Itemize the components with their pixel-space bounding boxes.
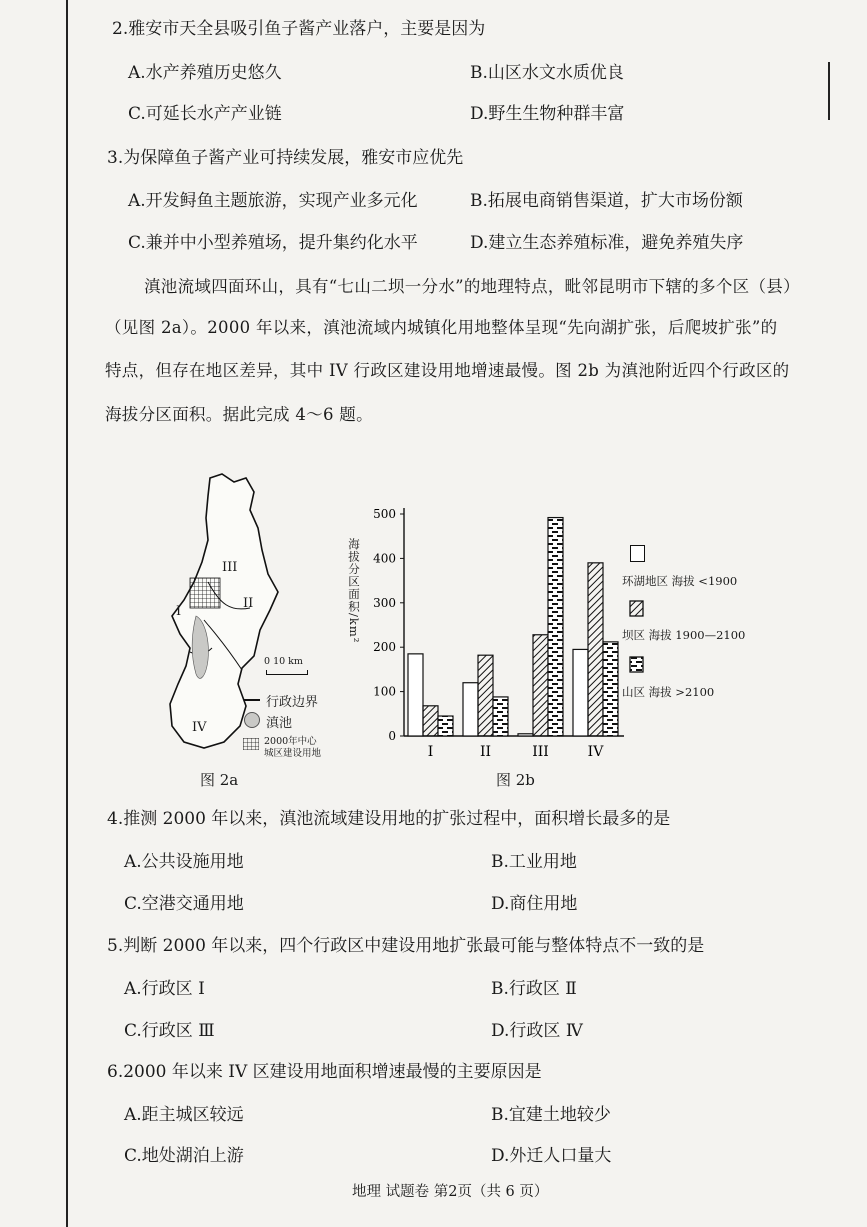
page-footer: 地理 试题卷 第2页（共 6 页） bbox=[352, 1184, 549, 1200]
left-edge-line bbox=[66, 0, 68, 1227]
bar-3-1 bbox=[518, 734, 533, 736]
legend-boundary-swatch bbox=[244, 699, 260, 701]
bar-1-1 bbox=[408, 654, 423, 736]
figure-2a-caption: 图 2a bbox=[200, 771, 239, 789]
x-tick-label: III bbox=[532, 744, 549, 760]
q6-option-a[interactable]: A.距主城区较远 bbox=[124, 1105, 244, 1125]
legend-built-swatch bbox=[243, 738, 259, 750]
q2-option-b[interactable]: B.山区水文水质优良 bbox=[470, 63, 624, 83]
q4-option-b[interactable]: B.工业用地 bbox=[491, 852, 577, 872]
y-tick-label: 300 bbox=[373, 595, 396, 610]
q2-option-c[interactable]: C.可延长水产产业链 bbox=[128, 104, 282, 124]
legend-series-2-swatch bbox=[629, 600, 645, 617]
x-tick-label: IV bbox=[587, 744, 604, 760]
y-tick-label: 500 bbox=[373, 507, 396, 521]
right-edge-line bbox=[828, 62, 830, 120]
q3-stem: 3.为保障鱼子酱产业可持续发展，雅安市应优先 bbox=[107, 148, 464, 168]
y-tick-label: 400 bbox=[373, 551, 396, 566]
y-tick-label: 200 bbox=[373, 640, 396, 655]
map-label-iv: IV bbox=[192, 720, 207, 735]
q6-option-c[interactable]: C.地处湖泊上游 bbox=[124, 1146, 244, 1166]
built-area-hatch bbox=[190, 578, 220, 608]
q4-option-d[interactable]: D.商住用地 bbox=[491, 894, 578, 914]
bar-3-2 bbox=[533, 635, 548, 736]
x-tick-label: II bbox=[479, 744, 492, 760]
map-label-ii: II bbox=[243, 596, 254, 611]
figure-2b-chart bbox=[360, 498, 640, 798]
q6-stem: 6.2000 年以来 IV 区建设用地面积增速最慢的主要原因是 bbox=[107, 1062, 542, 1082]
passage-line-3: 特点，但存在地区差异，其中 IV 行政区建设用地增速最慢。图 2b 为滇池附近四个行政区的 bbox=[105, 361, 790, 380]
legend-built-label: 2000年中心城区建设用地 bbox=[264, 736, 322, 759]
q2-stem: 2.雅安市天全县吸引鱼子酱产业落户，主要是因为 bbox=[112, 19, 486, 39]
scale-bar bbox=[266, 670, 308, 675]
q5-option-a[interactable]: A.行政区 I bbox=[124, 979, 205, 999]
legend-series-2-label: 坝区 海拔 1900—2100 bbox=[622, 628, 746, 642]
bar-1-3 bbox=[438, 716, 453, 736]
basin-outline bbox=[170, 474, 278, 748]
x-tick-label: I bbox=[427, 744, 434, 760]
q3-option-d[interactable]: D.建立生态养殖标准，避免养殖失序 bbox=[470, 233, 744, 253]
q3-option-c[interactable]: C.兼并中小型养殖场，提升集约化水平 bbox=[128, 233, 418, 253]
q3-option-a[interactable]: A.开发鲟鱼主题旅游，实现产业多元化 bbox=[128, 191, 418, 211]
q6-option-b[interactable]: B.宜建土地较少 bbox=[491, 1105, 611, 1125]
map-label-i: I bbox=[176, 604, 182, 619]
passage-line-4: 海拔分区面积。据此完成 4～6 题。 bbox=[105, 405, 373, 424]
legend-series-3-swatch bbox=[629, 656, 645, 673]
scale-label: 0 10 km bbox=[264, 656, 303, 667]
passage-line-1: 滇池流域四面环山，具有“七山二坝一分水”的地理特点，毗邻昆明市下辖的多个区（县） bbox=[144, 277, 800, 296]
q4-option-c[interactable]: C.空港交通用地 bbox=[124, 894, 244, 914]
q2-option-d[interactable]: D.野生生物种群丰富 bbox=[470, 104, 625, 124]
bar-1-2 bbox=[423, 706, 438, 736]
q5-option-d[interactable]: D.行政区 Ⅳ bbox=[491, 1021, 583, 1041]
bar-4-2 bbox=[588, 563, 603, 736]
q6-option-d[interactable]: D.外迁人口量大 bbox=[491, 1146, 612, 1166]
q2-option-a[interactable]: A.水产养殖历史悠久 bbox=[128, 63, 282, 83]
figure-2b-caption: 图 2b bbox=[496, 771, 535, 789]
y-tick-label: 100 bbox=[373, 684, 396, 699]
q4-stem: 4.推测 2000 年以来，滇池流域建设用地的扩张过程中，面积增长最多的是 bbox=[107, 809, 671, 829]
bar-2-1 bbox=[463, 683, 478, 736]
legend-lake-label: 滇池 bbox=[266, 716, 293, 731]
map-label-iii: III bbox=[222, 560, 238, 575]
bar-3-3 bbox=[548, 518, 563, 736]
q5-stem: 5.判断 2000 年以来，四个行政区中建设用地扩张最可能与整体特点不一致的是 bbox=[107, 936, 705, 956]
passage-line-2: （见图 2a）。2000 年以来，滇池流域内城镇化用地整体呈现“先向湖扩张，后爬坡扩张”的 bbox=[105, 318, 778, 337]
legend-series-3-label: 山区 海拔 >2100 bbox=[622, 685, 715, 699]
bar-2-3 bbox=[493, 697, 508, 736]
bar-4-1 bbox=[573, 649, 588, 736]
q4-option-a[interactable]: A.公共设施用地 bbox=[124, 852, 244, 872]
q5-option-c[interactable]: C.行政区 Ⅲ bbox=[124, 1021, 215, 1041]
bar-2-2 bbox=[478, 655, 493, 736]
q3-option-b[interactable]: B.拓展电商销售渠道，扩大市场份额 bbox=[470, 191, 743, 211]
legend-lake-swatch bbox=[244, 712, 260, 728]
q5-option-b[interactable]: B.行政区 Ⅱ bbox=[491, 979, 577, 999]
y-tick-label: 0 bbox=[388, 729, 396, 743]
bar-4-3 bbox=[603, 642, 618, 736]
legend-series-1-swatch bbox=[630, 545, 645, 562]
legend-series-1-label: 环湖地区 海拔 <1900 bbox=[622, 574, 738, 588]
chart-ylabel: 海拔分区面积/km² bbox=[347, 538, 361, 644]
legend-boundary-label: 行政边界 bbox=[266, 695, 319, 710]
